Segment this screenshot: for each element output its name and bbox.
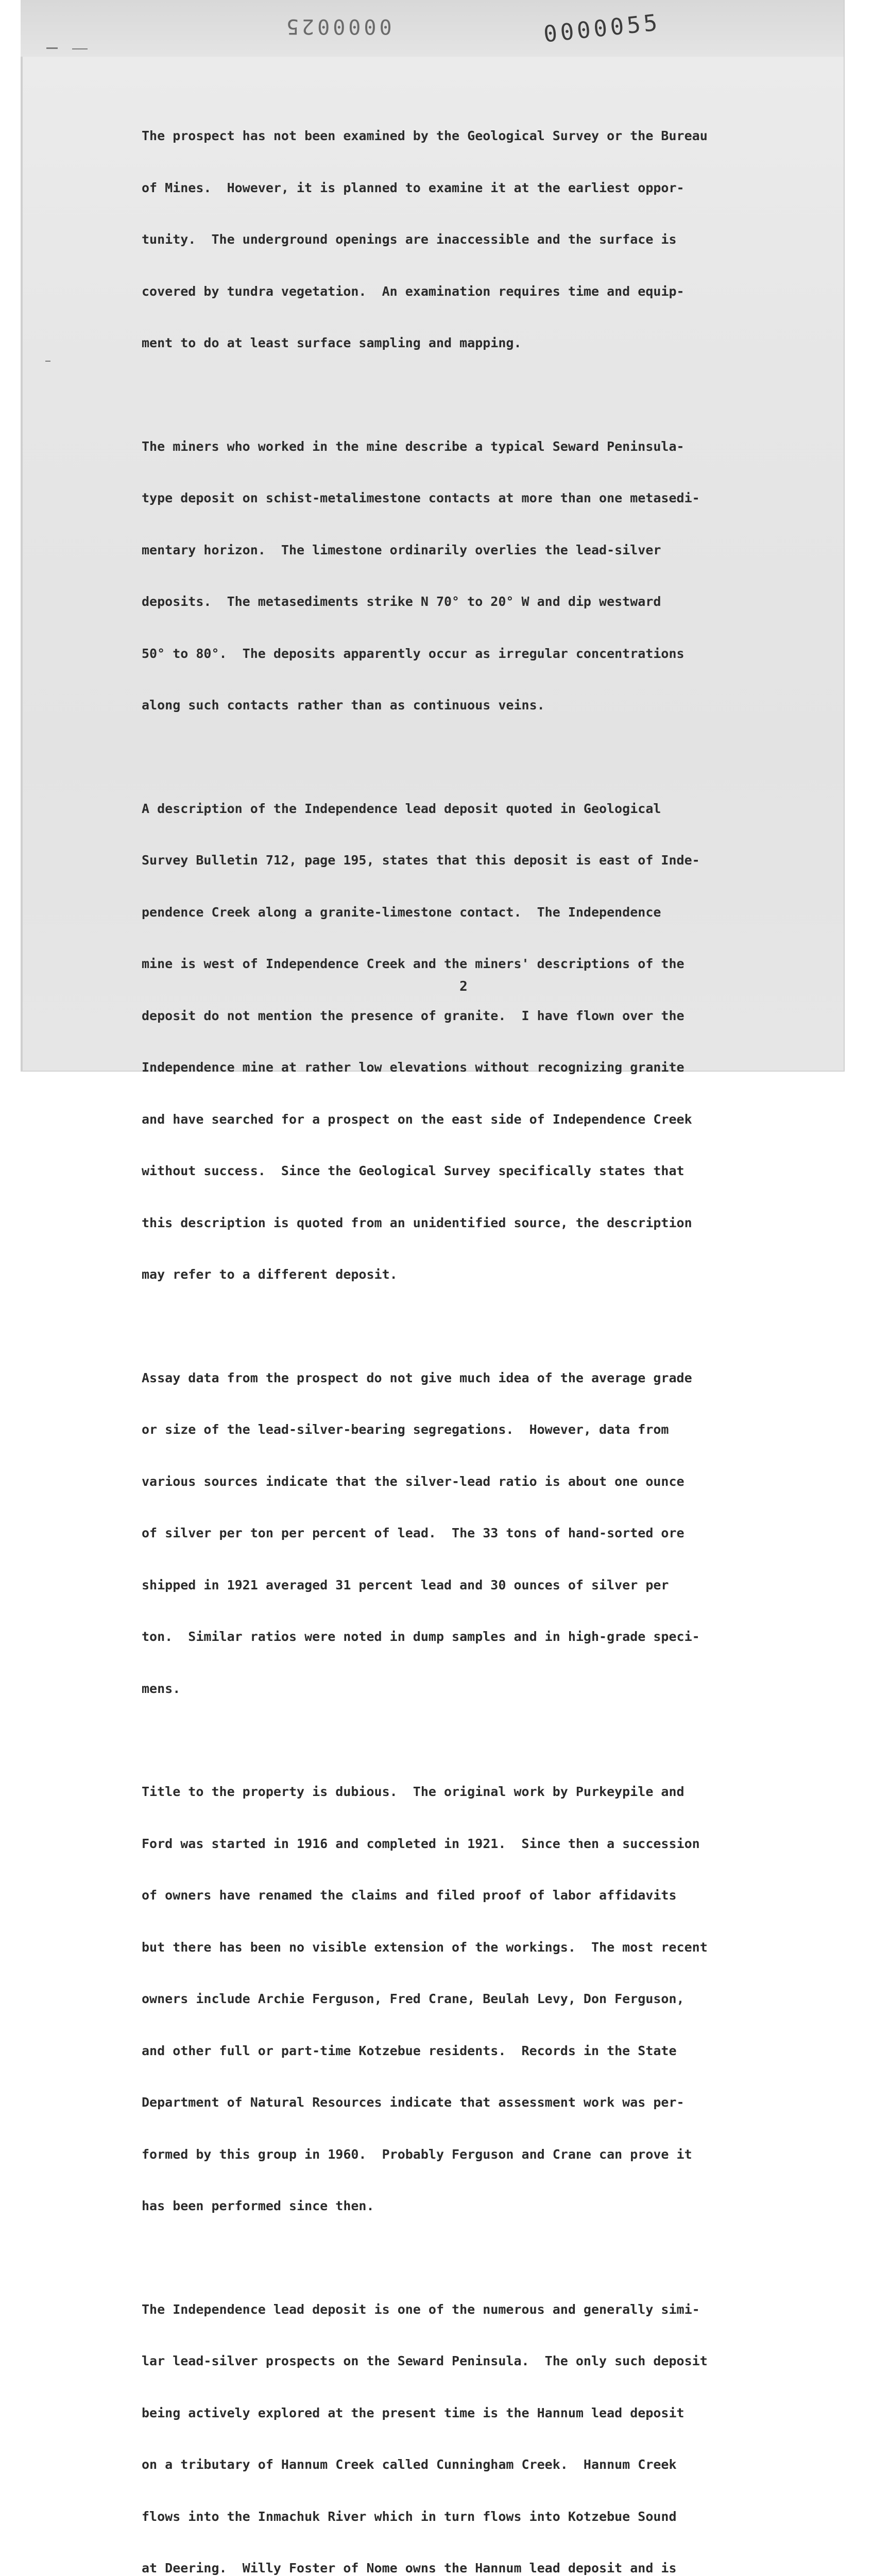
paragraph-deposit-description — [142, 403, 801, 749]
scan-mark — [72, 48, 88, 49]
text-line: has been performed since then. — [142, 2197, 801, 2215]
text-line: Title to the property is dubious. The original work by Purkeypile and — [142, 1783, 801, 1801]
mirrored-bates-stamp: 0000025 — [283, 14, 392, 38]
text-line: Independence mine at rather low elevations without recognizing granite — [142, 1059, 801, 1076]
text-line: deposits. The metasediments strike N 70° to 20° W and dip westward — [142, 593, 801, 611]
text-line: flows into the Inmachuk River which in turn flows into Kotzebue Sound — [142, 2508, 801, 2526]
bates-page-id-stamp: 0000055 — [542, 9, 662, 47]
paragraph-similar-prospects — [142, 2266, 801, 2576]
text-line: or size of the lead-silver-bearing segregations. However, data from — [142, 1421, 801, 1438]
text-line: of Mines. However, it is planned to examine it at the earliest oppor- — [142, 179, 801, 197]
text-line: mens. — [142, 1680, 801, 1698]
text-line: mine is west of Independence Creek and the miners' descriptions of the — [142, 955, 801, 973]
text-line: pendence Creek along a granite-limestone contact. The Independence — [142, 904, 801, 921]
text-line: ment to do at least surface sampling and mapping. — [142, 334, 801, 352]
page-edge-shadow — [21, 0, 23, 1071]
text-line: of owners have renamed the claims and filed proof of labor affidavits — [142, 1887, 801, 1904]
text-line: The prospect has not been examined by the Geological Survey or the Bureau — [142, 127, 801, 145]
text-line: without success. Since the Geological Survey specifically states that — [142, 1162, 801, 1180]
text-line: Survey Bulletin 712, page 195, states that this deposit is east of Inde- — [142, 852, 801, 869]
text-line: The Independence lead deposit is one of the numerous and generally simi- — [142, 2301, 801, 2318]
text-line: mentary horizon. The limestone ordinarily overlies the lead-silver — [142, 541, 801, 559]
text-line: shipped in 1921 averaged 31 percent lead and 30 ounces of silver per — [142, 1577, 801, 1594]
text-line: owners include Archie Ferguson, Fred Crane, Beulah Levy, Don Ferguson, — [142, 1990, 801, 2008]
text-line: Department of Natural Resources indicate that assessment work was per- — [142, 2094, 801, 2111]
scan-mark — [46, 47, 58, 49]
text-line: formed by this group in 1960. Probably Ferguson and Crane can prove it — [142, 2146, 801, 2163]
paragraph-examination-status — [142, 93, 801, 386]
text-line: type deposit on schist-metalimestone contacts at more than one metasedi- — [142, 489, 801, 507]
text-line: being actively explored at the present time is the Hannum lead deposit — [142, 2404, 801, 2422]
text-line: deposit do not mention the presence of granite. I have flown over the — [142, 1007, 801, 1025]
text-line: The miners who worked in the mine describe a typical Seward Peninsula- — [142, 438, 801, 455]
paragraph-assay-data — [142, 1335, 801, 1732]
text-line: 50° to 80°. The deposits apparently occur as irregular concentrations — [142, 645, 801, 663]
text-line: at Deering. Willy Foster of Nome owns the Hannum lead deposit and is — [142, 2560, 801, 2576]
text-line: but there has been no visible extension of the workings. The most recent — [142, 1939, 801, 1956]
scan-mark — [45, 361, 50, 362]
text-line: Assay data from the prospect do not give much idea of the average grade — [142, 1369, 801, 1387]
text-line: of silver per ton per percent of lead. The 33 tons of hand-sorted ore — [142, 1524, 801, 1542]
paragraph-bulletin-reference — [142, 766, 801, 1318]
text-line: ton. Similar ratios were noted in dump samples and in high-grade speci- — [142, 1628, 801, 1646]
text-line: covered by tundra vegetation. An examination requires time and equip- — [142, 283, 801, 300]
text-line: various sources indicate that the silver-lead ratio is about one ounce — [142, 1473, 801, 1490]
paragraph-property-title — [142, 1749, 801, 2249]
text-line: A description of the Independence lead deposit quoted in Geological — [142, 800, 801, 818]
text-line: may refer to a different deposit. — [142, 1266, 801, 1283]
text-line: tunity. The underground openings are inaccessible and the surface is — [142, 231, 801, 248]
text-line: lar lead-silver prospects on the Seward Peninsula. The only such deposit — [142, 2352, 801, 2370]
text-line: along such contacts rather than as continuous veins. — [142, 697, 801, 714]
page-number: 2 — [453, 979, 474, 994]
report-body — [142, 93, 801, 2576]
scanned-page — [21, 0, 845, 1072]
text-line: on a tributary of Hannum Creek called Cunningham Creek. Hannum Creek — [142, 2456, 801, 2473]
text-line: and other full or part-time Kotzebue residents. Records in the State — [142, 2042, 801, 2060]
scan-top-band — [21, 0, 844, 57]
text-line: this description is quoted from an unidentified source, the description — [142, 1214, 801, 1232]
text-line: and have searched for a prospect on the east side of Independence Creek — [142, 1111, 801, 1128]
text-line: Ford was started in 1916 and completed in 1921. Since then a succession — [142, 1835, 801, 1853]
